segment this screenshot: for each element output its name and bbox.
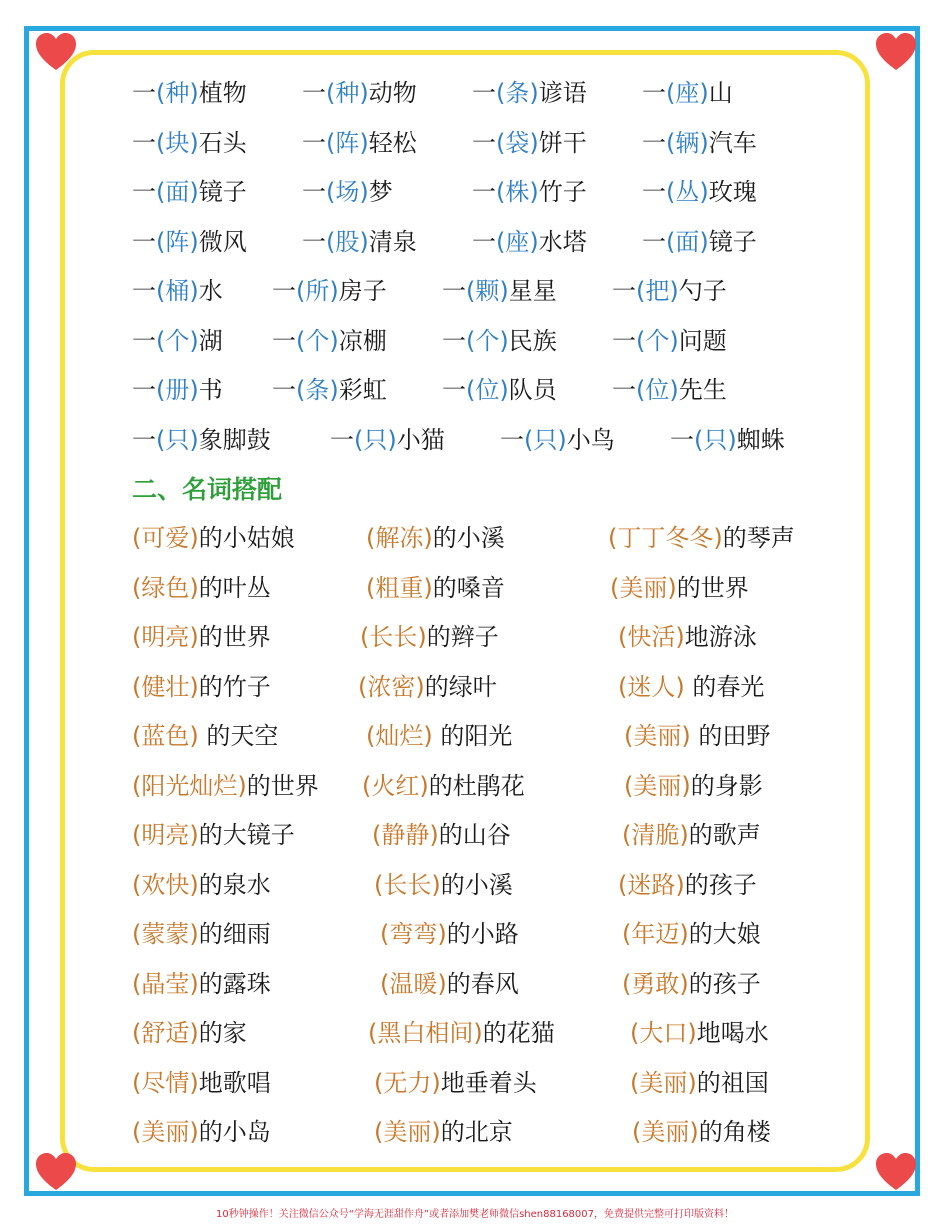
modifier: (晶莹) bbox=[132, 969, 199, 998]
numeral-one: 一 bbox=[612, 326, 636, 355]
measure-word: (位) bbox=[466, 376, 509, 404]
numeral-one: 一 bbox=[132, 178, 156, 206]
noun-phrase bbox=[632, 1112, 771, 1152]
phrase-rest: 的辫子 bbox=[426, 623, 499, 651]
noun-phrase bbox=[624, 716, 770, 756]
phrase-rest: 的小溪 bbox=[440, 870, 513, 899]
measure-phrase bbox=[302, 123, 417, 163]
numeral-one: 一 bbox=[272, 326, 296, 355]
noun: 队员 bbox=[508, 376, 557, 404]
phrase-rest: 的竹子 bbox=[198, 672, 271, 701]
phrase-rest: 的孩子 bbox=[688, 969, 761, 998]
modifier: (美丽) bbox=[632, 1118, 699, 1146]
measure-word: (条) bbox=[496, 79, 539, 107]
noun-phrase bbox=[132, 568, 271, 608]
measure-phrase bbox=[132, 370, 223, 410]
measure-word: (阵) bbox=[326, 128, 369, 157]
noun-phrase bbox=[366, 716, 512, 756]
noun-phrase bbox=[132, 964, 271, 1004]
noun-phrase bbox=[630, 1013, 769, 1053]
modifier: (健壮) bbox=[132, 672, 199, 701]
measure-phrase bbox=[612, 370, 727, 410]
modifier: (阳光灿烂) bbox=[132, 771, 247, 800]
measure-word: (种) bbox=[326, 79, 369, 107]
phrase-rest: 的世界 bbox=[198, 623, 271, 651]
measure-phrase bbox=[642, 172, 757, 212]
noun: 山 bbox=[708, 79, 733, 107]
phrase-rest: 的孩子 bbox=[684, 870, 757, 899]
phrase-rest: 的天空 bbox=[198, 722, 279, 750]
measure-phrase bbox=[442, 370, 557, 410]
modifier: (明亮) bbox=[132, 623, 199, 651]
measure-word: (场) bbox=[326, 178, 369, 206]
noun-phrase bbox=[622, 815, 761, 855]
numeral-one: 一 bbox=[132, 425, 156, 454]
noun-phrase bbox=[622, 964, 761, 1004]
measure-word: (条) bbox=[296, 376, 339, 404]
noun: 小猫 bbox=[396, 425, 445, 454]
measure-phrase bbox=[472, 172, 587, 212]
noun-phrase bbox=[622, 914, 761, 954]
modifier: (美丽) bbox=[624, 771, 691, 800]
noun-phrase bbox=[366, 518, 505, 558]
noun: 问题 bbox=[678, 326, 727, 355]
noun-phrase bbox=[372, 815, 511, 855]
noun-phrase bbox=[362, 766, 525, 806]
noun-phrase bbox=[132, 865, 271, 905]
phrase-rest: 的细雨 bbox=[198, 920, 271, 948]
measure-word: (座) bbox=[496, 227, 539, 256]
noun-phrase bbox=[380, 914, 519, 954]
modifier: (长长) bbox=[374, 870, 441, 899]
noun-phrase bbox=[360, 617, 499, 657]
modifier: (美丽) bbox=[610, 573, 677, 602]
measure-word: (桶) bbox=[156, 277, 199, 305]
modifier: (蒙蒙) bbox=[132, 920, 199, 948]
noun: 镜子 bbox=[198, 178, 247, 206]
noun-phrase bbox=[132, 1063, 271, 1103]
noun-phrase bbox=[132, 518, 295, 558]
numeral-one: 一 bbox=[442, 376, 466, 404]
measure-phrase bbox=[132, 172, 247, 212]
modifier: (蓝色) bbox=[132, 722, 199, 750]
measure-phrase bbox=[132, 420, 271, 460]
phrase-rest: 的北京 bbox=[440, 1118, 513, 1146]
measure-word: (面) bbox=[666, 227, 709, 256]
noun: 植物 bbox=[198, 79, 247, 107]
noun: 小鸟 bbox=[566, 425, 615, 454]
phrase-rest: 的绿叶 bbox=[424, 672, 497, 701]
numeral-one: 一 bbox=[612, 376, 636, 404]
noun: 清泉 bbox=[368, 227, 417, 256]
modifier: (尽情) bbox=[132, 1068, 199, 1097]
noun: 水 bbox=[198, 277, 223, 305]
measure-word: (袋) bbox=[496, 128, 539, 157]
noun-phrase bbox=[624, 766, 763, 806]
modifier: (美丽) bbox=[630, 1068, 697, 1097]
measure-phrase bbox=[272, 370, 387, 410]
measure-phrase bbox=[500, 420, 615, 460]
modifier: (美丽) bbox=[132, 1118, 199, 1146]
noun-phrase bbox=[132, 815, 295, 855]
measure-word: (株) bbox=[496, 178, 539, 206]
modifier: (舒适) bbox=[132, 1019, 199, 1047]
measure-word: (个) bbox=[156, 326, 199, 355]
measure-word: (只) bbox=[524, 425, 567, 454]
modifier: (清脆) bbox=[622, 821, 689, 849]
noun: 书 bbox=[198, 376, 223, 404]
noun-phrase bbox=[608, 518, 795, 558]
noun: 梦 bbox=[368, 178, 393, 206]
noun-phrase bbox=[132, 617, 271, 657]
noun: 竹子 bbox=[538, 178, 587, 206]
modifier: (大口) bbox=[630, 1019, 697, 1047]
phrase-rest: 的家 bbox=[198, 1019, 247, 1047]
modifier: (明亮) bbox=[132, 821, 199, 849]
noun: 星星 bbox=[508, 277, 557, 305]
noun: 镜子 bbox=[708, 227, 757, 256]
noun-phrase bbox=[374, 1063, 537, 1103]
modifier: (弯弯) bbox=[380, 920, 447, 948]
measure-phrase bbox=[472, 222, 587, 262]
phrase-rest: 的小路 bbox=[446, 920, 519, 948]
noun-phrase bbox=[374, 865, 513, 905]
phrase-rest: 的身影 bbox=[690, 771, 763, 800]
noun: 凉棚 bbox=[338, 326, 387, 355]
modifier: (灿烂) bbox=[366, 722, 433, 750]
noun-phrase bbox=[132, 766, 319, 806]
noun-phrase bbox=[132, 716, 278, 756]
measure-word: (把) bbox=[636, 277, 679, 305]
measure-phrase bbox=[642, 123, 757, 163]
noun-phrase bbox=[132, 667, 271, 707]
modifier: (丁丁冬冬) bbox=[608, 524, 723, 552]
measure-word: (块) bbox=[156, 128, 199, 157]
phrase-rest: 的露珠 bbox=[198, 969, 271, 998]
phrase-rest: 地垂着头 bbox=[440, 1068, 537, 1097]
measure-phrase bbox=[132, 73, 247, 113]
measure-phrase bbox=[670, 420, 785, 460]
measure-word: (个) bbox=[466, 326, 509, 355]
modifier: (长长) bbox=[360, 623, 427, 651]
noun: 水塔 bbox=[538, 227, 587, 256]
numeral-one: 一 bbox=[132, 128, 156, 157]
phrase-rest: 地喝水 bbox=[696, 1019, 769, 1047]
noun-phrase bbox=[630, 1063, 769, 1103]
phrase-rest: 的山谷 bbox=[438, 821, 511, 849]
phrase-rest: 的嗓音 bbox=[432, 573, 505, 602]
numeral-one: 一 bbox=[472, 227, 496, 256]
measure-word: (只) bbox=[694, 425, 737, 454]
measure-phrase bbox=[612, 321, 727, 361]
numeral-one: 一 bbox=[330, 425, 354, 454]
numeral-one: 一 bbox=[472, 79, 496, 107]
section-title: 二、名词搭配 bbox=[132, 475, 283, 504]
numeral-one: 一 bbox=[132, 326, 156, 355]
modifier: (年迈) bbox=[622, 920, 689, 948]
measure-phrase bbox=[302, 222, 417, 262]
measure-word: (座) bbox=[666, 79, 709, 107]
measure-word: (辆) bbox=[666, 128, 709, 157]
measure-word: (所) bbox=[296, 277, 339, 305]
phrase-rest: 的叶丛 bbox=[198, 573, 271, 602]
phrase-rest: 的春风 bbox=[446, 969, 519, 998]
noun: 房子 bbox=[338, 277, 387, 305]
modifier: (绿色) bbox=[132, 573, 199, 602]
noun: 石头 bbox=[198, 128, 247, 157]
measure-word: (只) bbox=[156, 425, 199, 454]
noun: 蜘蛛 bbox=[736, 425, 785, 454]
numeral-one: 一 bbox=[132, 79, 156, 107]
modifier: (无力) bbox=[374, 1068, 441, 1097]
modifier: (火红) bbox=[362, 771, 429, 800]
numeral-one: 一 bbox=[272, 277, 296, 305]
modifier: (迷人) bbox=[618, 672, 685, 701]
numeral-one: 一 bbox=[642, 79, 666, 107]
phrase-rest: 的花猫 bbox=[482, 1019, 555, 1047]
modifier: (欢快) bbox=[132, 870, 199, 899]
measure-phrase bbox=[132, 321, 223, 361]
measure-word: (种) bbox=[156, 79, 199, 107]
phrase-rest: 的杜鹃花 bbox=[428, 771, 525, 800]
noun: 勺子 bbox=[678, 277, 727, 305]
measure-phrase bbox=[330, 420, 445, 460]
noun: 玫瑰 bbox=[708, 178, 757, 206]
modifier: (静静) bbox=[372, 821, 439, 849]
measure-phrase bbox=[442, 321, 557, 361]
modifier: (可爱) bbox=[132, 524, 199, 552]
noun-phrase bbox=[132, 914, 271, 954]
numeral-one: 一 bbox=[132, 227, 156, 256]
numeral-one: 一 bbox=[500, 425, 524, 454]
modifier: (浓密) bbox=[358, 672, 425, 701]
numeral-one: 一 bbox=[442, 326, 466, 355]
numeral-one: 一 bbox=[302, 128, 326, 157]
measure-word: (股) bbox=[326, 227, 369, 256]
measure-phrase bbox=[302, 73, 417, 113]
numeral-one: 一 bbox=[442, 277, 466, 305]
phrase-rest: 的田野 bbox=[690, 722, 771, 750]
measure-word: (阵) bbox=[156, 227, 199, 256]
measure-phrase bbox=[272, 271, 387, 311]
modifier: (粗重) bbox=[366, 573, 433, 602]
numeral-one: 一 bbox=[642, 128, 666, 157]
numeral-one: 一 bbox=[302, 178, 326, 206]
noun-phrase bbox=[358, 667, 497, 707]
footer-notice: 10秒钟操作！关注微信公众号“学海无涯甜作舟”或者添加樊老师微信shen88168007，免费提供完整可打印版资料！ bbox=[215, 1209, 735, 1220]
phrase-rest: 的泉水 bbox=[198, 870, 271, 899]
noun-phrase bbox=[132, 1013, 247, 1053]
phrase-rest: 地歌唱 bbox=[198, 1068, 271, 1097]
measure-phrase bbox=[132, 271, 223, 311]
numeral-one: 一 bbox=[612, 277, 636, 305]
noun: 先生 bbox=[678, 376, 727, 404]
noun: 轻松 bbox=[368, 128, 417, 157]
phrase-rest: 的小溪 bbox=[432, 524, 505, 552]
measure-word: (册) bbox=[156, 376, 199, 404]
measure-word: (只) bbox=[354, 425, 397, 454]
noun: 谚语 bbox=[538, 79, 587, 107]
measure-phrase bbox=[132, 222, 247, 262]
noun-phrase bbox=[366, 568, 505, 608]
phrase-rest: 的大镜子 bbox=[198, 821, 295, 849]
measure-word: (位) bbox=[636, 376, 679, 404]
noun: 动物 bbox=[368, 79, 417, 107]
modifier: (勇敢) bbox=[622, 969, 689, 998]
modifier: (美丽) bbox=[624, 722, 691, 750]
noun-phrase bbox=[132, 1112, 271, 1152]
measure-phrase bbox=[302, 172, 393, 212]
phrase-rest: 的世界 bbox=[246, 771, 319, 800]
noun-phrase bbox=[374, 1112, 513, 1152]
phrase-rest: 的小姑娘 bbox=[198, 524, 295, 552]
noun-phrase bbox=[618, 667, 764, 707]
phrase-rest: 的春光 bbox=[684, 672, 765, 701]
modifier: (快活) bbox=[618, 623, 685, 651]
measure-phrase bbox=[132, 123, 247, 163]
measure-phrase bbox=[612, 271, 727, 311]
modifier: (黑白相间) bbox=[368, 1019, 483, 1047]
noun: 微风 bbox=[198, 227, 247, 256]
modifier: (美丽) bbox=[374, 1118, 441, 1146]
measure-word: (个) bbox=[296, 326, 339, 355]
noun: 象脚鼓 bbox=[198, 425, 271, 454]
modifier: (温暖) bbox=[380, 969, 447, 998]
phrase-rest: 的角楼 bbox=[698, 1118, 771, 1146]
measure-word: (面) bbox=[156, 178, 199, 206]
phrase-rest: 的琴声 bbox=[722, 524, 795, 552]
numeral-one: 一 bbox=[642, 227, 666, 256]
numeral-one: 一 bbox=[472, 178, 496, 206]
phrase-rest: 地游泳 bbox=[684, 623, 757, 651]
measure-phrase bbox=[472, 73, 587, 113]
measure-phrase bbox=[272, 321, 387, 361]
noun: 湖 bbox=[198, 326, 223, 355]
numeral-one: 一 bbox=[302, 79, 326, 107]
numeral-one: 一 bbox=[132, 277, 156, 305]
measure-phrase bbox=[642, 73, 733, 113]
phrase-rest: 的祖国 bbox=[696, 1068, 769, 1097]
noun-phrase bbox=[380, 964, 519, 1004]
phrase-rest: 的歌声 bbox=[688, 821, 761, 849]
noun-phrase bbox=[618, 865, 757, 905]
modifier: (解冻) bbox=[366, 524, 433, 552]
measure-phrase bbox=[642, 222, 757, 262]
measure-phrase bbox=[472, 123, 587, 163]
measure-word: (丛) bbox=[666, 178, 709, 206]
numeral-one: 一 bbox=[272, 376, 296, 404]
numeral-one: 一 bbox=[670, 425, 694, 454]
measure-phrase bbox=[442, 271, 557, 311]
noun: 饼干 bbox=[538, 128, 587, 157]
phrase-rest: 的世界 bbox=[676, 573, 749, 602]
noun: 汽车 bbox=[708, 128, 757, 157]
numeral-one: 一 bbox=[642, 178, 666, 206]
noun-phrase bbox=[618, 617, 757, 657]
noun: 彩虹 bbox=[338, 376, 387, 404]
numeral-one: 一 bbox=[132, 376, 156, 404]
phrase-rest: 的阳光 bbox=[432, 722, 513, 750]
measure-word: (颗) bbox=[466, 277, 509, 305]
phrase-rest: 的大娘 bbox=[688, 920, 761, 948]
numeral-one: 一 bbox=[302, 227, 326, 256]
noun-phrase bbox=[368, 1013, 555, 1053]
noun-phrase bbox=[610, 568, 749, 608]
numeral-one: 一 bbox=[472, 128, 496, 157]
noun: 民族 bbox=[508, 326, 557, 355]
phrase-rest: 的小岛 bbox=[198, 1118, 271, 1146]
modifier: (迷路) bbox=[618, 870, 685, 899]
measure-word: (个) bbox=[636, 326, 679, 355]
